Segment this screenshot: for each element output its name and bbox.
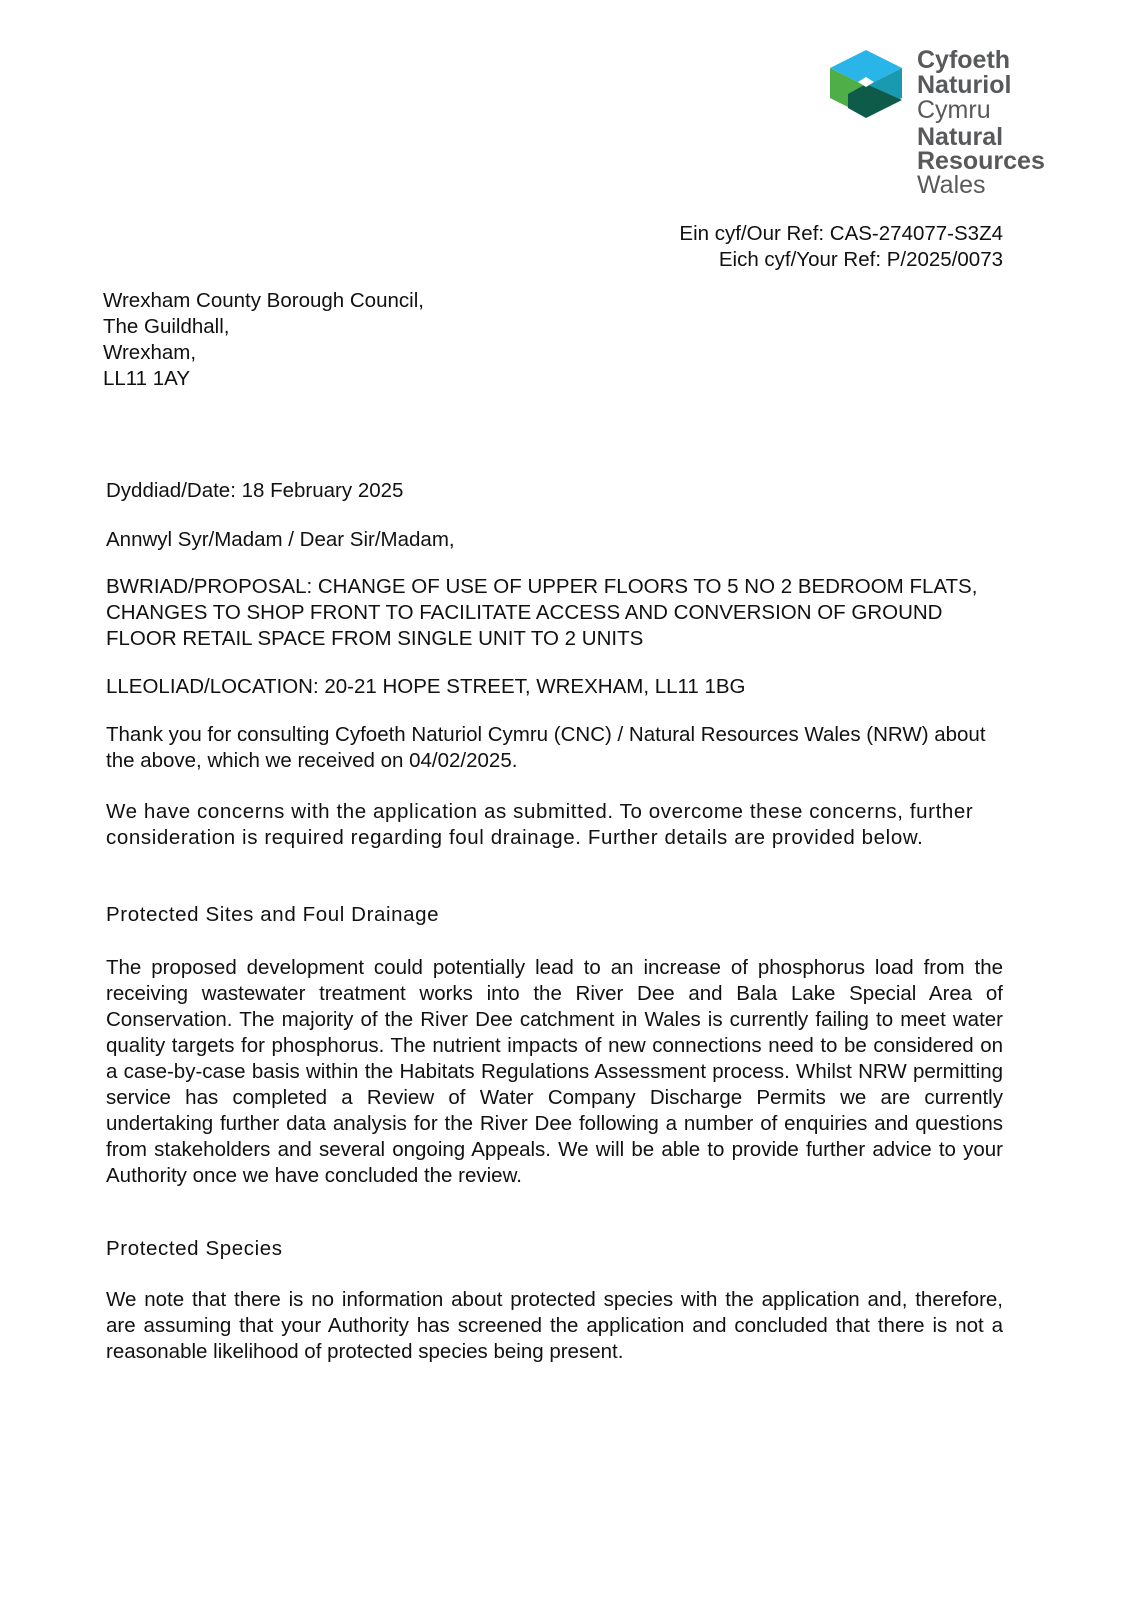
- logo-text: Natural: [917, 123, 1004, 151]
- address-line: Wrexham County Borough Council,: [103, 289, 424, 312]
- address-line: Wrexham,: [103, 341, 197, 364]
- section-heading: Protected Sites and Foul Drainage: [106, 903, 440, 926]
- logo-text: Cymru: [917, 96, 991, 124]
- references: [679, 221, 1003, 273]
- salutation: Annwyl Syr/Madam / Dear Sir/Madam,: [106, 528, 455, 551]
- section-heading: Protected Species: [106, 1237, 283, 1260]
- logo-text: Naturiol: [917, 71, 1012, 99]
- concerns-paragraph: We have concerns with the application as submitted. To overcome these concerns, further consideration is required regarding foul drainage. Further details are provided below.: [106, 800, 974, 849]
- address-line: LL11 1AY: [103, 367, 191, 390]
- recipient-address: [103, 288, 1000, 392]
- logo-text: Cyfoeth: [917, 46, 1011, 74]
- your-ref: Eich cyf/Your Ref: P/2025/0073: [718, 248, 1003, 271]
- protected-species-paragraph: We note that there is no information about protected species with the application and, therefore, are assuming that your Authority has screened the application and concluded that there is not a reasonable likelihood of protected species being present.: [106, 1288, 1003, 1363]
- protected-sites-paragraph: The proposed development could potentially lead to an increase of phosphorus load from the receiving wastewater treatment works into the River Dee and Bala Lake Special Area of Conservation. The majority of the River Dee catchment in Wales is currently failing to meet water quality targets for phosphorus. The nutrient impacts of new connections need to be considered on a case-by-case basis within the Habitats Regulations Assessment process. Whilst NRW permitting service has completed a Review of Water Company Discharge Permits we are currently undertaking further data analysis for the River Dee following a number of enquiries and questions from stakeholders and several ongoing Appeals. We will be able to provide further advice to your Authority once we have concluded the review.: [106, 956, 1003, 1187]
- our-ref: Ein cyf/Our Ref: CAS-274077-S3Z4: [679, 222, 1003, 245]
- address-line: The Guildhall,: [103, 315, 230, 338]
- logo-text: Wales: [917, 171, 986, 199]
- location: LLEOLIAD/LOCATION: 20-21 HOPE STREET, WREXHAM, LL11 1BG: [106, 675, 746, 698]
- logo-text: Resources: [917, 147, 1045, 175]
- proposal: BWRIAD/PROPOSAL: CHANGE OF USE OF UPPER FLOORS TO 5 NO 2 BEDROOM FLATS, CHANGES TO SHOP FRONT TO FACILITATE ACCESS AND CONVERSION OF GROUND FLOOR RETAIL SPACE FROM SINGLE UNIT TO 2 UNITS: [106, 575, 978, 650]
- thanks-paragraph: Thank you for consulting Cyfoeth Naturiol Cymru (CNC) / Natural Resources Wales (NRW) about the above, which we received on 04/02/2025.: [106, 723, 986, 772]
- letter-date: Dyddiad/Date: 18 February 2025: [106, 479, 404, 502]
- nrw-logo-icon: [826, 46, 906, 122]
